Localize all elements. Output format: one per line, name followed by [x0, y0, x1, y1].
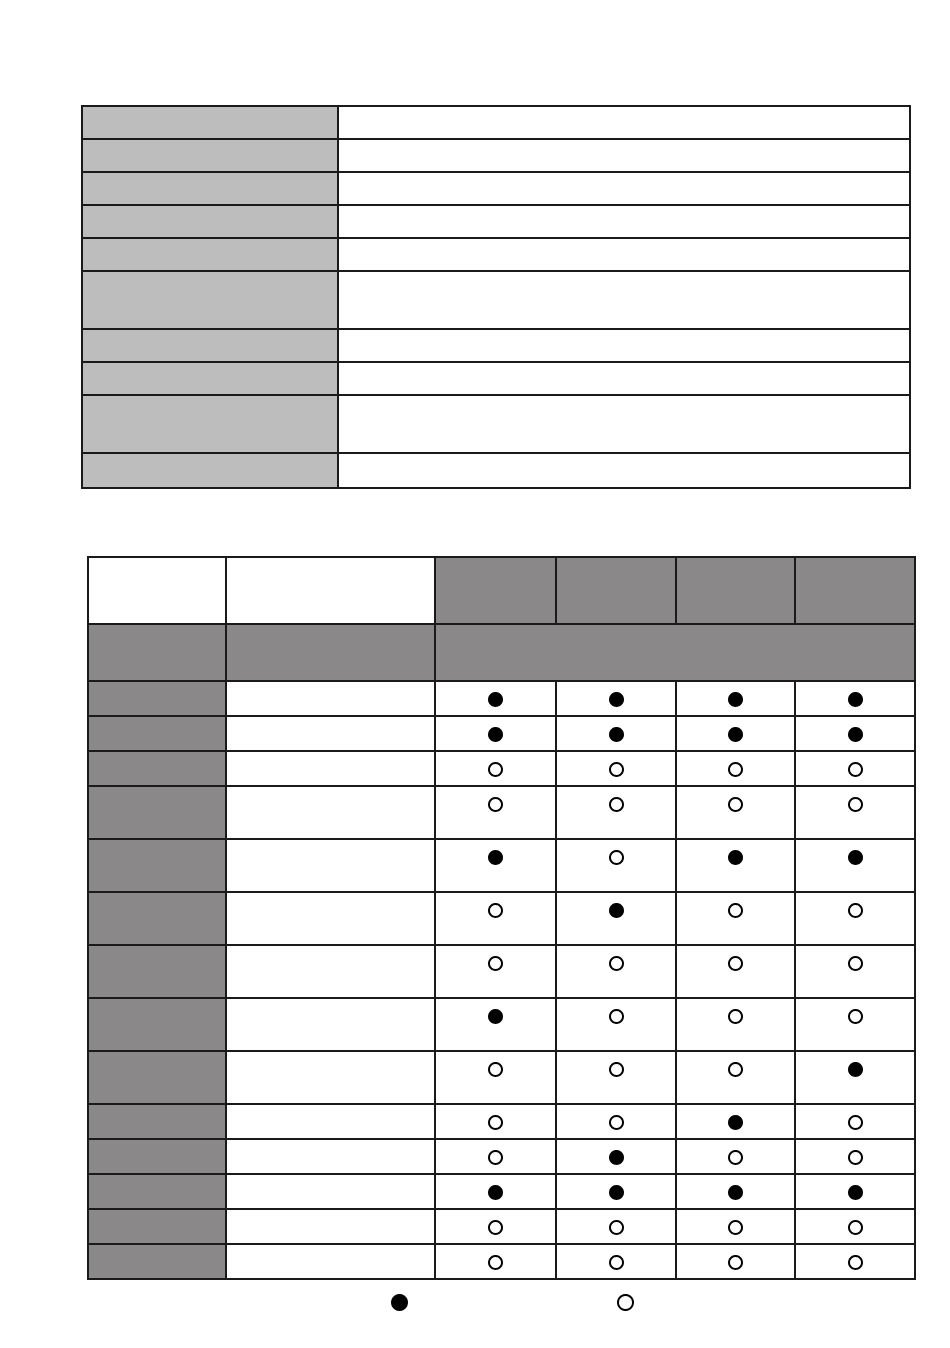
filled-circle-icon: [488, 850, 503, 865]
spec-value: [339, 140, 909, 171]
spec-table: [81, 105, 911, 489]
empty-circle-icon: [728, 956, 743, 971]
matrix-status-cell: [676, 839, 795, 892]
empty-circle-icon: [848, 1009, 863, 1024]
matrix-status-cell: [435, 945, 556, 998]
empty-circle-icon: [728, 762, 743, 777]
matrix-row-label: [88, 892, 226, 945]
matrix-row: [88, 1139, 915, 1174]
matrix-status-cell: [556, 1244, 676, 1279]
matrix-row-description: [226, 1209, 435, 1244]
spec-row: [83, 140, 909, 173]
matrix-row: [88, 1051, 915, 1104]
matrix-row-label: [88, 1104, 226, 1139]
empty-circle-icon: [848, 797, 863, 812]
matrix-status-cell: [556, 716, 676, 751]
spec-value: [339, 396, 909, 452]
matrix-status-cell: [676, 1104, 795, 1139]
empty-circle-icon: [609, 1115, 624, 1130]
matrix-row-description: [226, 751, 435, 786]
matrix-row: [88, 786, 915, 839]
empty-circle-icon: [609, 762, 624, 777]
matrix-row-description: [226, 1174, 435, 1209]
empty-circle-icon: [848, 1220, 863, 1235]
spec-label: [83, 396, 339, 452]
empty-circle-icon: [609, 1009, 624, 1024]
spec-value: [339, 272, 909, 328]
empty-circle-icon: [488, 903, 503, 918]
matrix-status-cell: [795, 1209, 915, 1244]
matrix-row-description: [226, 786, 435, 839]
empty-circle-icon: [848, 1150, 863, 1165]
matrix-row-label: [88, 751, 226, 786]
spec-value: [339, 239, 909, 270]
spec-row: [83, 330, 909, 363]
empty-circle-icon: [848, 1115, 863, 1130]
empty-circle-icon: [609, 850, 624, 865]
matrix-status-cell: [435, 1244, 556, 1279]
empty-circle-icon: [848, 956, 863, 971]
spec-value: [339, 206, 909, 237]
matrix-row: [88, 681, 915, 716]
legend-filled-dot-icon: [391, 1294, 408, 1311]
matrix-status-cell: [795, 786, 915, 839]
filled-circle-icon: [488, 692, 503, 707]
matrix-status-cell: [795, 681, 915, 716]
matrix-status-cell: [435, 892, 556, 945]
matrix-row-label: [88, 945, 226, 998]
matrix-column-header: [676, 557, 795, 624]
matrix-status-cell: [435, 1209, 556, 1244]
matrix-status-cell: [676, 681, 795, 716]
matrix-row-label: [88, 716, 226, 751]
matrix-row-description: [226, 1104, 435, 1139]
matrix-status-cell: [435, 681, 556, 716]
empty-circle-icon: [609, 797, 624, 812]
matrix-status-cell: [795, 945, 915, 998]
matrix-row-description: [226, 998, 435, 1051]
matrix-column-header: [435, 557, 556, 624]
spec-label: [83, 239, 339, 270]
spec-value: [339, 330, 909, 361]
matrix-status-cell: [795, 1139, 915, 1174]
matrix-status-cell: [676, 998, 795, 1051]
filled-circle-icon: [488, 1009, 503, 1024]
matrix-status-cell: [795, 1051, 915, 1104]
filled-circle-icon: [848, 850, 863, 865]
spec-row: [83, 239, 909, 272]
matrix-row-label: [88, 1209, 226, 1244]
matrix-status-cell: [435, 716, 556, 751]
filled-circle-icon: [609, 1185, 624, 1200]
filled-circle-icon: [848, 727, 863, 742]
empty-circle-icon: [488, 797, 503, 812]
matrix-subheader-label: [88, 624, 226, 681]
matrix-description-header: [226, 557, 435, 624]
matrix-row-label: [88, 839, 226, 892]
matrix-status-cell: [556, 1174, 676, 1209]
empty-circle-icon: [728, 1220, 743, 1235]
matrix-status-cell: [795, 1104, 915, 1139]
matrix-row-description: [226, 839, 435, 892]
matrix-status-cell: [556, 998, 676, 1051]
matrix-status-cell: [556, 1104, 676, 1139]
matrix-row-label: [88, 1174, 226, 1209]
filled-circle-icon: [728, 1185, 743, 1200]
matrix-row: [88, 1209, 915, 1244]
empty-circle-icon: [488, 1255, 503, 1270]
empty-circle-icon: [488, 1115, 503, 1130]
matrix-status-cell: [795, 1244, 915, 1279]
matrix-row-label: [88, 786, 226, 839]
matrix-row: [88, 839, 915, 892]
empty-circle-icon: [488, 762, 503, 777]
matrix-header-row: [88, 557, 915, 624]
empty-circle-icon: [728, 1150, 743, 1165]
matrix-status-cell: [556, 1051, 676, 1104]
empty-circle-icon: [488, 1220, 503, 1235]
matrix-row: [88, 945, 915, 998]
spec-label: [83, 272, 339, 328]
feature-matrix-table: [87, 556, 916, 1280]
matrix-row-description: [226, 892, 435, 945]
matrix-status-cell: [676, 786, 795, 839]
spec-label: [83, 206, 339, 237]
legend-empty-dot-icon: [617, 1294, 634, 1311]
matrix-row: [88, 1244, 915, 1279]
matrix-status-cell: [556, 945, 676, 998]
matrix-status-cell: [556, 1209, 676, 1244]
matrix-status-cell: [676, 1139, 795, 1174]
matrix-status-cell: [435, 786, 556, 839]
empty-circle-icon: [609, 1062, 624, 1077]
empty-circle-icon: [488, 1150, 503, 1165]
matrix-status-cell: [556, 839, 676, 892]
empty-circle-icon: [728, 903, 743, 918]
filled-circle-icon: [728, 727, 743, 742]
matrix-status-cell: [435, 1104, 556, 1139]
matrix-row-label: [88, 1139, 226, 1174]
empty-circle-icon: [728, 1062, 743, 1077]
empty-circle-icon: [488, 1062, 503, 1077]
matrix-status-cell: [435, 839, 556, 892]
matrix-row-label: [88, 1051, 226, 1104]
spec-row: [83, 363, 909, 396]
matrix-row-label: [88, 998, 226, 1051]
matrix-status-cell: [676, 945, 795, 998]
empty-circle-icon: [728, 1009, 743, 1024]
empty-circle-icon: [728, 1255, 743, 1270]
matrix-row-label: [88, 681, 226, 716]
matrix-row: [88, 1174, 915, 1209]
matrix-status-cell: [556, 681, 676, 716]
matrix-status-cell: [795, 1174, 915, 1209]
filled-circle-icon: [609, 903, 624, 918]
filled-circle-icon: [728, 692, 743, 707]
empty-circle-icon: [609, 1255, 624, 1270]
matrix-row-description: [226, 1244, 435, 1279]
filled-circle-icon: [609, 1150, 624, 1165]
empty-circle-icon: [848, 1255, 863, 1270]
matrix-column-header: [795, 557, 915, 624]
spec-label: [83, 330, 339, 361]
matrix-status-cell: [795, 892, 915, 945]
spec-value: [339, 363, 909, 394]
empty-circle-icon: [609, 1220, 624, 1235]
spec-row: [83, 206, 909, 239]
matrix-row-label: [88, 1244, 226, 1279]
matrix-status-cell: [435, 1139, 556, 1174]
matrix-row-description: [226, 1051, 435, 1104]
matrix-status-cell: [676, 1244, 795, 1279]
filled-circle-icon: [848, 692, 863, 707]
filled-circle-icon: [488, 1185, 503, 1200]
filled-circle-icon: [488, 727, 503, 742]
matrix-row-description: [226, 1139, 435, 1174]
spec-label: [83, 363, 339, 394]
empty-circle-icon: [728, 797, 743, 812]
matrix-subheader-desc: [226, 624, 435, 681]
matrix-row-description: [226, 945, 435, 998]
matrix-corner-cell: [88, 557, 226, 624]
spec-row: [83, 454, 909, 487]
matrix-row: [88, 716, 915, 751]
spec-value: [339, 454, 909, 487]
filled-circle-icon: [848, 1062, 863, 1077]
matrix-status-cell: [556, 1139, 676, 1174]
matrix-status-cell: [676, 1209, 795, 1244]
spec-row: [83, 173, 909, 206]
spec-row: [83, 396, 909, 454]
matrix-status-cell: [795, 998, 915, 1051]
matrix-status-cell: [795, 751, 915, 786]
spec-value: [339, 173, 909, 204]
spec-label: [83, 173, 339, 204]
empty-circle-icon: [848, 903, 863, 918]
matrix-status-cell: [676, 716, 795, 751]
spec-row: [83, 107, 909, 140]
matrix-status-cell: [435, 1051, 556, 1104]
matrix-status-cell: [435, 751, 556, 786]
matrix-status-cell: [795, 716, 915, 751]
filled-circle-icon: [848, 1185, 863, 1200]
matrix-status-cell: [556, 786, 676, 839]
filled-circle-icon: [728, 850, 743, 865]
filled-circle-icon: [728, 1115, 743, 1130]
spec-label: [83, 454, 339, 487]
spec-label: [83, 140, 339, 171]
matrix-status-cell: [435, 998, 556, 1051]
matrix-subheader-span: [435, 624, 915, 681]
matrix-column-header: [556, 557, 676, 624]
matrix-row-description: [226, 681, 435, 716]
empty-circle-icon: [488, 956, 503, 971]
filled-circle-icon: [609, 727, 624, 742]
spec-value: [339, 107, 909, 138]
matrix-status-cell: [676, 1051, 795, 1104]
spec-label: [83, 107, 339, 138]
matrix-status-cell: [676, 751, 795, 786]
empty-circle-icon: [848, 762, 863, 777]
matrix-row: [88, 998, 915, 1051]
spec-row: [83, 272, 909, 330]
matrix-row: [88, 751, 915, 786]
filled-circle-icon: [609, 692, 624, 707]
matrix-subheader-row: [88, 624, 915, 681]
matrix-status-cell: [676, 1174, 795, 1209]
matrix-status-cell: [435, 1174, 556, 1209]
matrix-row: [88, 892, 915, 945]
matrix-status-cell: [795, 839, 915, 892]
matrix-status-cell: [556, 751, 676, 786]
matrix-row: [88, 1104, 915, 1139]
matrix-status-cell: [556, 892, 676, 945]
matrix-row-description: [226, 716, 435, 751]
matrix-status-cell: [676, 892, 795, 945]
empty-circle-icon: [609, 956, 624, 971]
